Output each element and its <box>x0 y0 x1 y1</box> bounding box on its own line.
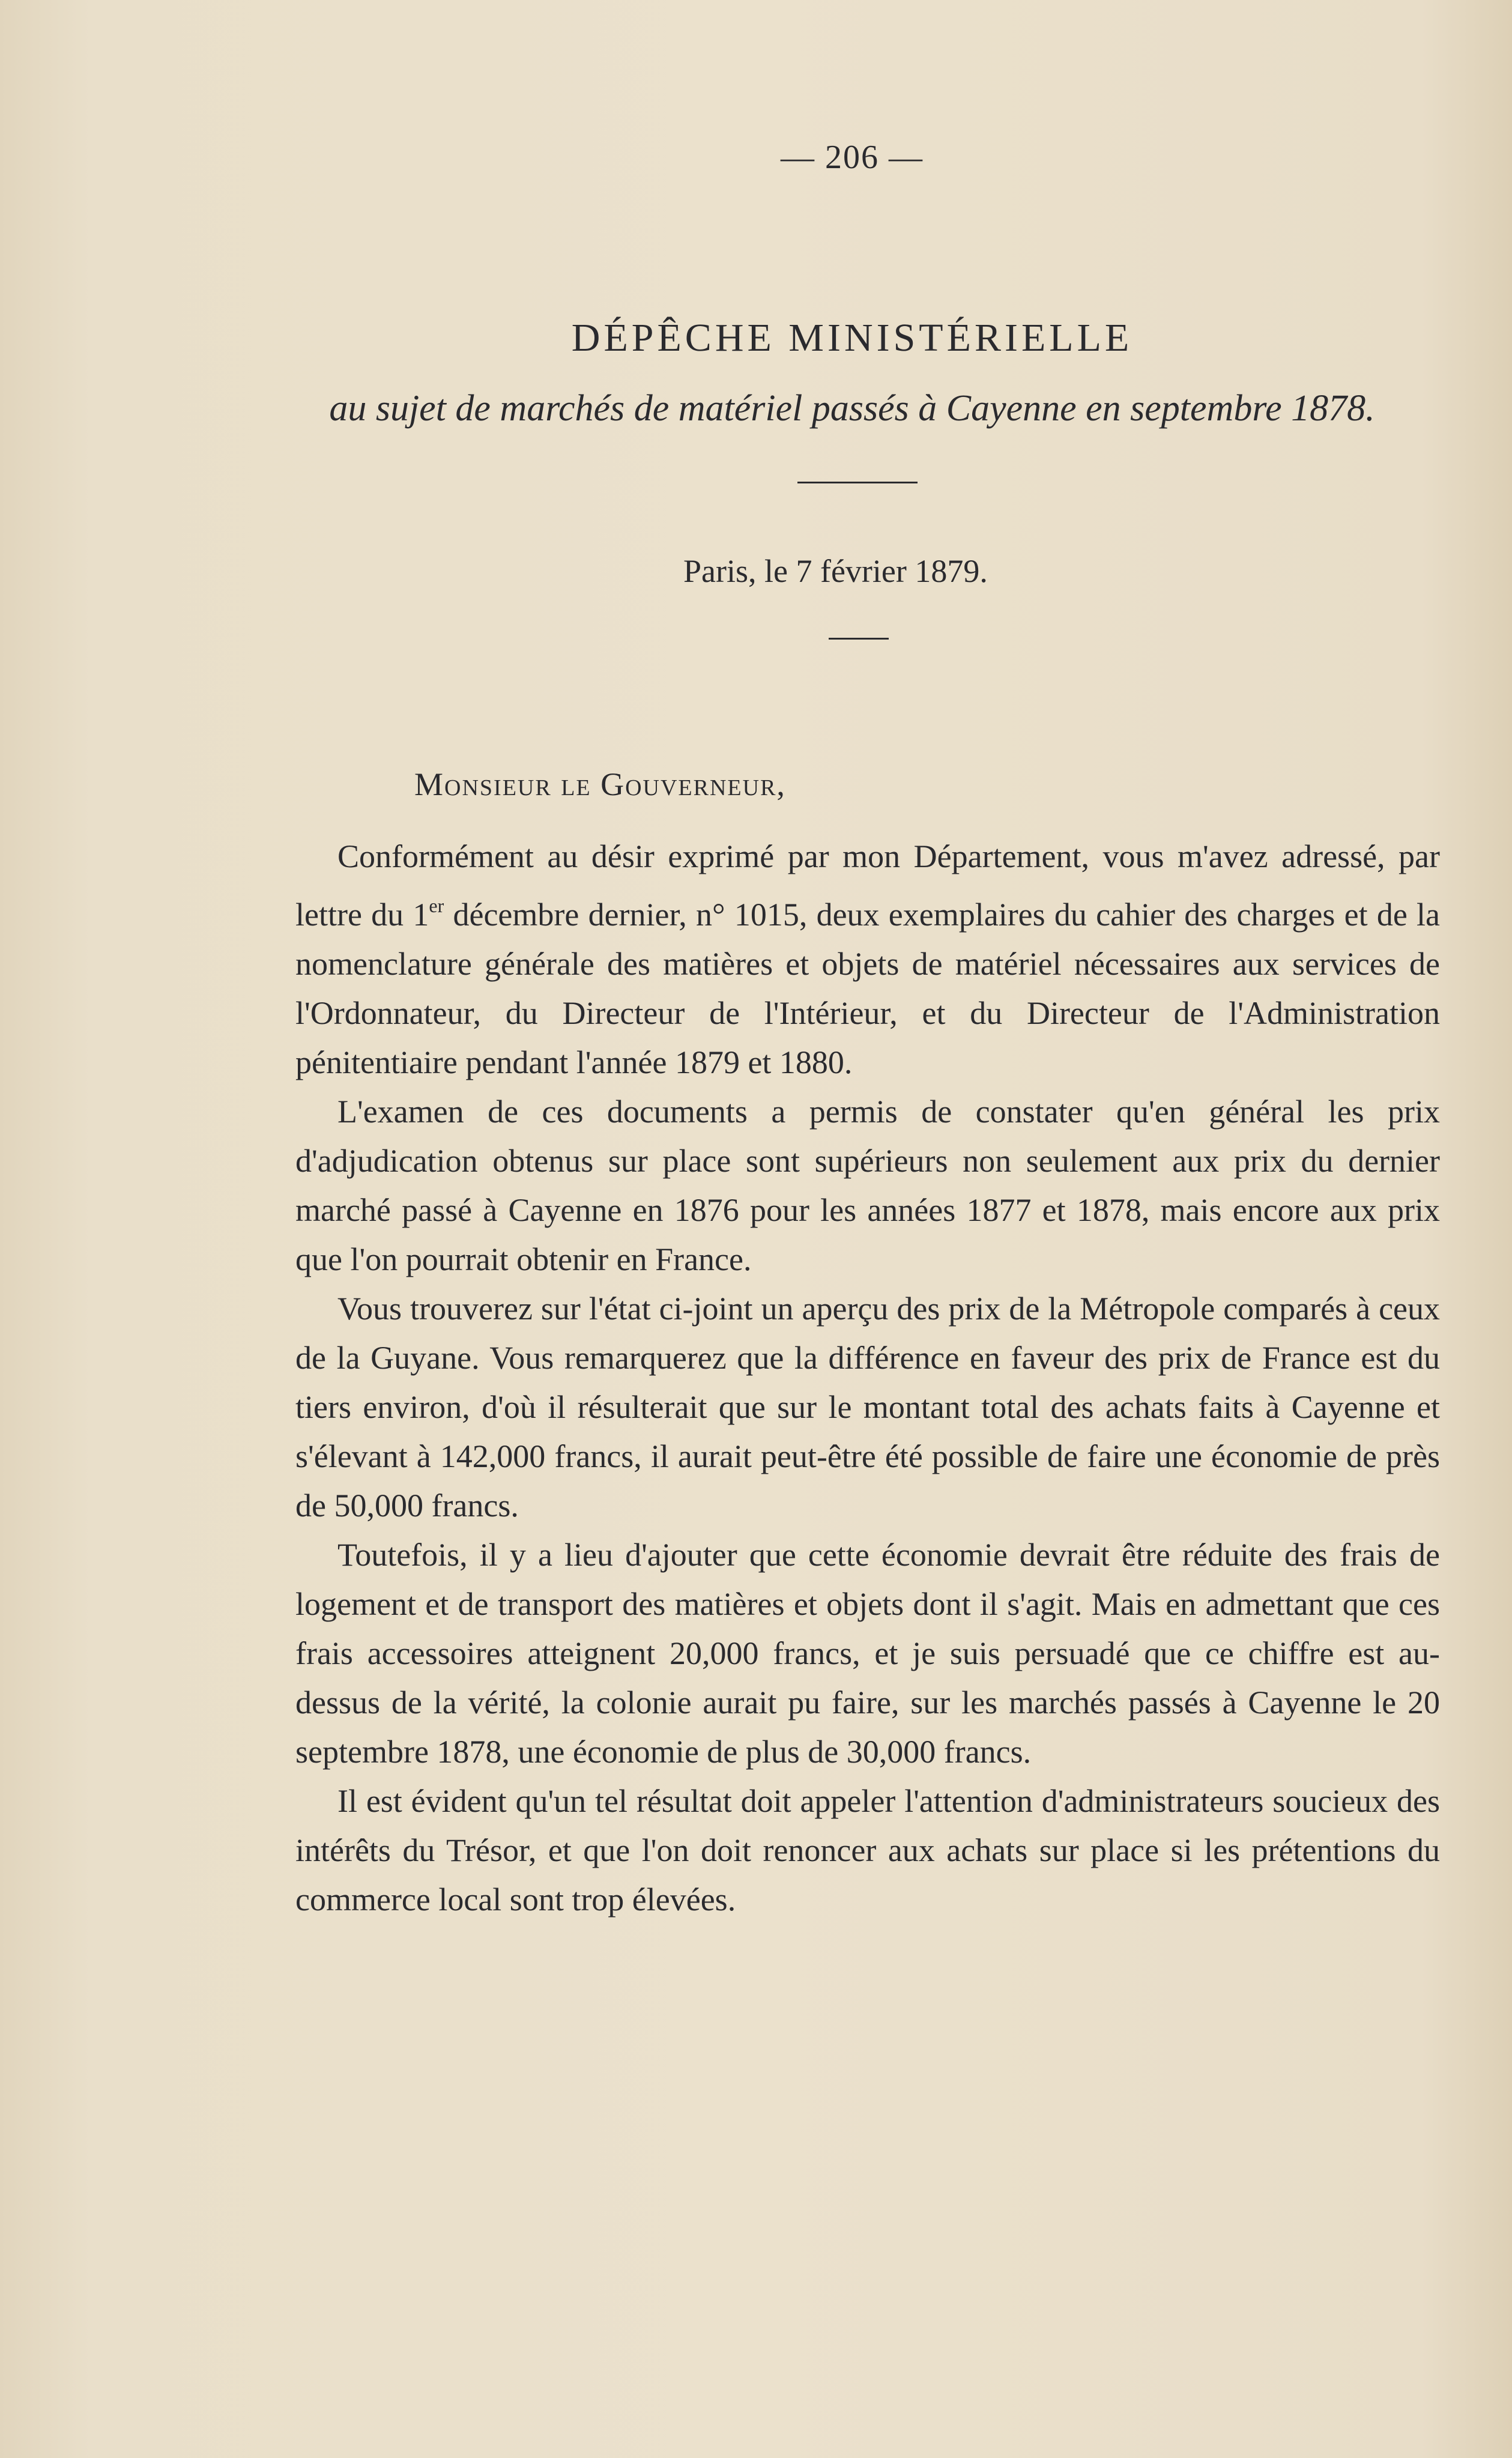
dateline-divider <box>829 638 889 640</box>
letter-body <box>295 832 1440 1924</box>
paragraph-5: Il est évident qu'un tel résultat doit appeler l'attention d'administrateurs soucieux des intérêts du Trésor, et que l'on doit renoncer aux achats sur place si les prétentions du commerce local sont trop élevées. <box>295 1783 1440 1918</box>
title-divider <box>797 482 918 483</box>
salutation <box>414 766 786 803</box>
dispatch-title: DÉPÊCHE MINISTÉRIELLE <box>571 316 1133 360</box>
paragraph-1-superscript: er <box>429 895 444 916</box>
paragraph-3: Vous trouverez sur l'état ci-joint un aperçu des prix de la Métropole comparés à ceux de la Guyane. Vous remarquerez que la différence en faveur des prix de France est du tiers environ, d'où il résulterait que sur le montant total des achats faits à Cayenne et s'élevant à 142,000 francs, il aurait peut-être été possible de faire une économie de près de 50,000 francs. <box>295 1291 1440 1524</box>
paragraph-4: Toutefois, il y a lieu d'ajouter que cette économie devrait être réduite des frais de logement et de transport des matières et objets dont il s'agit. Mais en admettant que ces frais accessoires atteignent 20,000 francs, et je suis persuadé que ce chiffre est au-dessus de la vérité, la colonie aurait pu faire, sur les marchés passés à Cayenne le 20 septembre 1878, une économie de plus de 30,000 francs. <box>295 1537 1440 1770</box>
paragraph-1 <box>295 832 1440 1087</box>
salutation-text: Monsieur le Gouverneur, <box>414 766 786 802</box>
dispatch-subtitle: au sujet de marchés de matériel passés à Cayenne en septembre 1878. <box>329 388 1375 429</box>
paragraph-1-text-b: décembre dernier, n° 1015, deux exemplaires du cahier des charges et de la nomenclature générale des matières et objets de matériel nécessaires aux services de l'Ordonnateur, du Directeur de l'Intérieur, et du Directeur de l'Administration pénitentiaire pendant l'année 1879 et 1880. <box>295 897 1440 1080</box>
page-number: — 206 — <box>781 139 924 176</box>
paragraph-2: L'examen de ces documents a permis de constater qu'en général les prix d'adjudication obtenus sur place sont supérieurs non seulement aux prix du dernier marché passé à Cayenne en 1876 pour les années 1877 et 1878, mais encore aux prix que l'on pourrait obtenir en France. <box>295 1094 1440 1277</box>
paragraph-1-text-a: Conformément au désir exprimé par mon Département, vous m'avez adressé, par lettre du 1 <box>295 838 1440 933</box>
dateline: Paris, le 7 février 1879. <box>683 553 988 589</box>
